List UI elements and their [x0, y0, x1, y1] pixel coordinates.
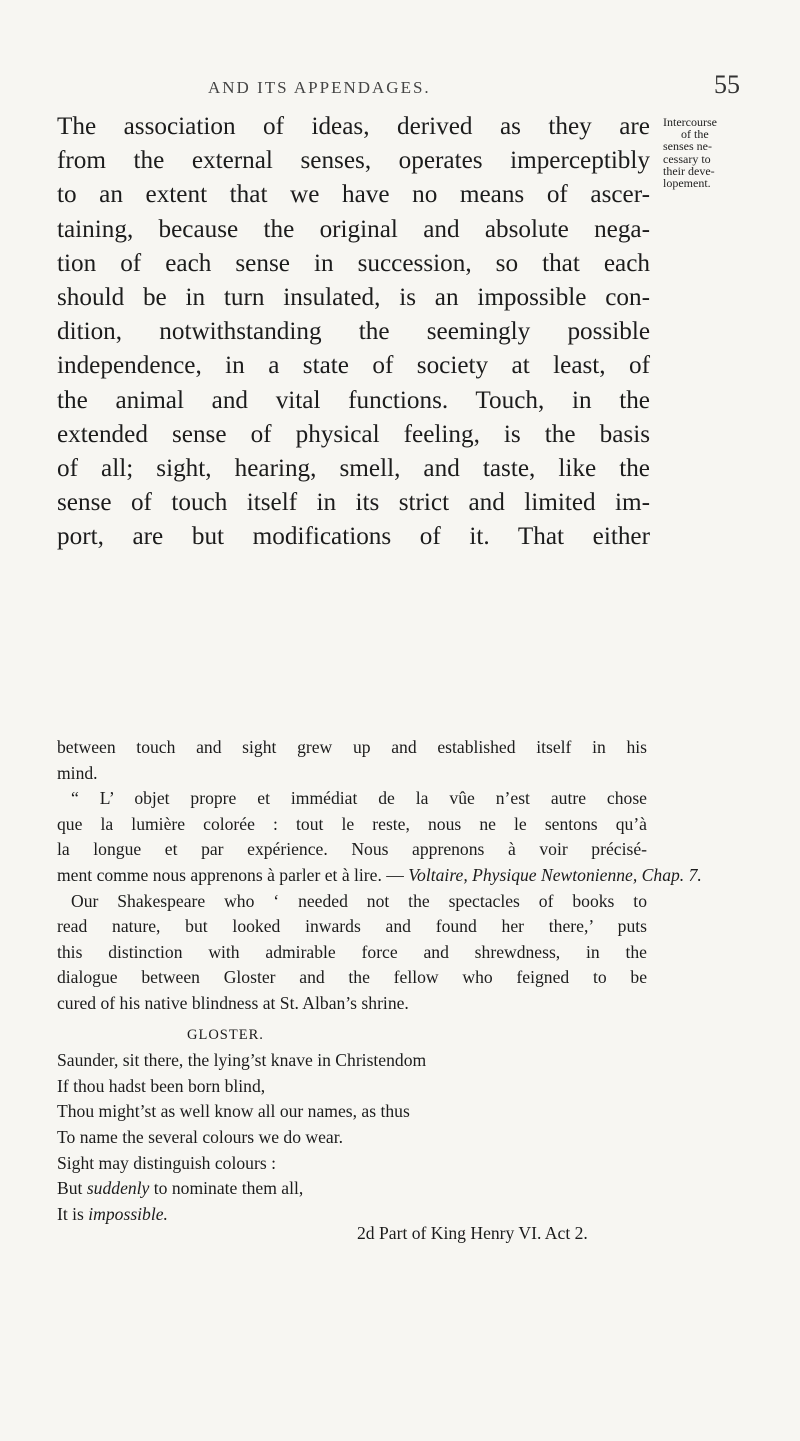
main-line: sense of touch itself in its strict and limited im- — [57, 489, 650, 517]
main-line: of all; sight, hearing, smell, and taste, like the — [57, 455, 650, 483]
poem-emphasis: suddenly — [86, 1178, 150, 1199]
poem-line: If thou hadst been born blind, — [57, 1075, 266, 1096]
poem-line: Saunder, sit there, the lying’st knave in Christendom — [57, 1050, 427, 1071]
commentary-line: Our Shakespeare who ‘ needed not the spectacles of books to — [71, 890, 647, 911]
main-line: the animal and vital functions. Touch, in the — [57, 386, 650, 414]
main-line: taining, because the original and absolute nega- — [57, 215, 650, 243]
poem-line: Sight may distinguish colours : — [57, 1152, 276, 1173]
quote-line: la longue et par expérience. Nous apprenons à voir précisé- — [57, 839, 647, 860]
poem-line: Thou might’st as well know all our names, as thus — [57, 1101, 410, 1122]
note-line: mind. — [57, 762, 98, 783]
margin-note-line: their deve- — [663, 163, 715, 178]
poem-line — [57, 1176, 647, 1202]
margin-note-line: Intercourse — [663, 115, 717, 129]
quote-line-last — [57, 863, 702, 889]
commentary-line: dialogue between Gloster and the fellow who feigned to be — [57, 967, 647, 988]
poem-text: to nominate them all, — [149, 1178, 304, 1199]
margin-note-line: cessary to — [663, 151, 711, 166]
margin-note-line: of the — [681, 127, 709, 142]
main-line: The association of ideas, derived as they are — [57, 113, 650, 140]
main-line: extended sense of physical feeling, is the basis — [57, 420, 650, 448]
main-line: should be in turn insulated, is an impossible con- — [57, 284, 650, 312]
footnotes — [57, 735, 702, 1247]
citation: 2d Part of King Henry VI. Act 2. — [357, 1223, 588, 1244]
poem-text: It is — [57, 1203, 89, 1224]
margin-note-line: senses ne- — [663, 139, 712, 154]
main-line: port, are but modifications of it. That either — [57, 523, 650, 551]
commentary-line: this distinction with admirable force and shrewdness, in the — [57, 941, 647, 962]
page-number: 55 — [714, 70, 740, 99]
margin-note-line: lopement. — [663, 176, 711, 191]
speaker-name: GLOSTER. — [187, 1026, 264, 1043]
margin-note — [663, 116, 735, 189]
quote-line: “ L’ objet propre et immédiat de la vûe n’est autre chose — [71, 788, 647, 809]
poem-emphasis: impossible. — [88, 1203, 168, 1224]
running-header: AND ITS APPENDAGES. — [208, 78, 431, 97]
quote-source: Voltaire, Physique Newtonienne, Chap. 7. — [408, 864, 702, 885]
poem-text: But — [57, 1178, 87, 1199]
main-line: independence, in a state of society at least, of — [57, 352, 650, 380]
note-line: between touch and sight grew up and established itself in his — [57, 737, 647, 757]
main-line: to an extent that we have no means of ascer- — [57, 181, 650, 209]
main-line: dition, notwithstanding the seemingly possible — [57, 318, 650, 346]
main-line: from the external senses, operates imperceptibly — [57, 147, 650, 175]
commentary-line: cured of his native blindness at St. Alban’s shrine. — [57, 992, 409, 1013]
main-line: tion of each sense in succession, so that each — [57, 249, 650, 277]
main-text — [57, 110, 650, 555]
quote-source-dash: — — [381, 864, 409, 885]
poem-line: To name the several colours we do wear. — [57, 1126, 344, 1147]
commentary-line: read nature, but looked inwards and found her there,’ puts — [57, 916, 647, 937]
quote-text: ment comme nous apprenons à parler et à lire. — [57, 864, 382, 885]
quote-line: que la lumière colorée : tout le reste, nous ne le sentons qu’à — [57, 813, 647, 834]
